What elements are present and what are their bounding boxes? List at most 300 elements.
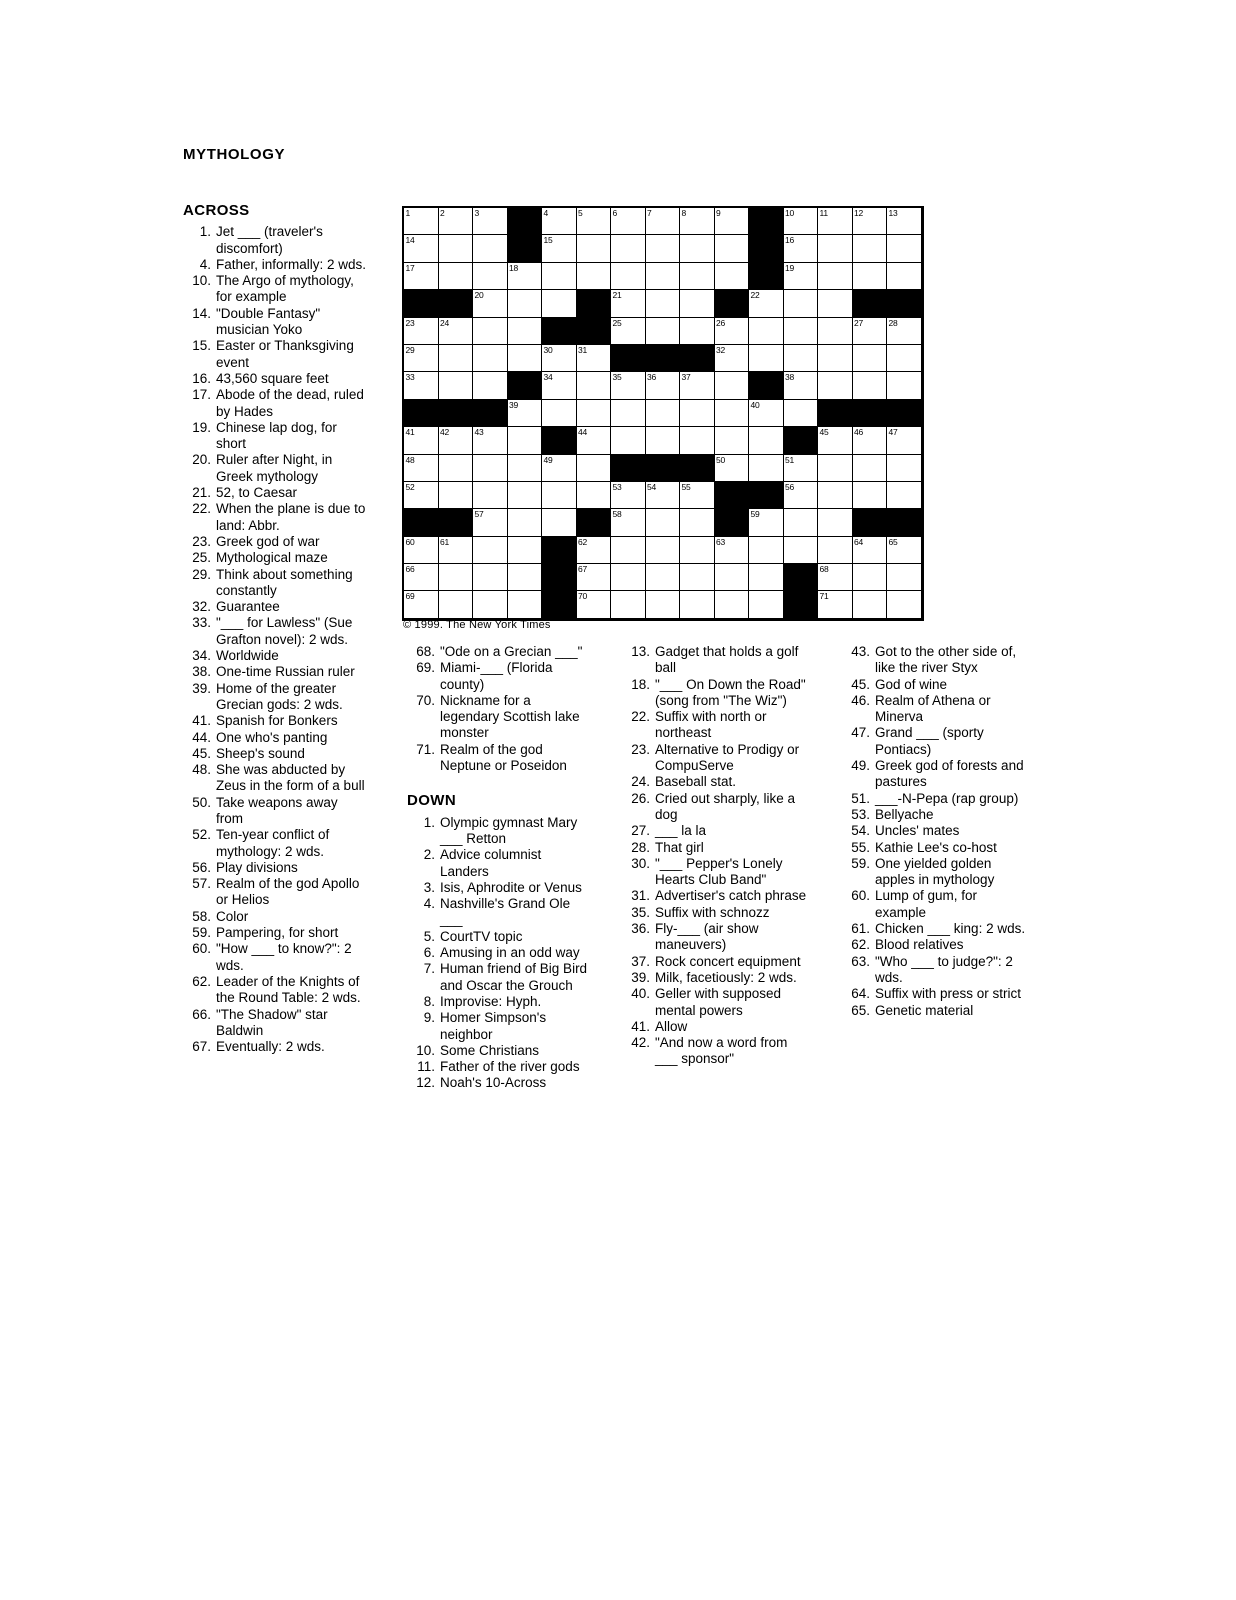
grid-cell[interactable] [784, 455, 819, 482]
cell-number: 7 [647, 208, 652, 218]
grid-cell[interactable] [508, 318, 543, 345]
grid-cell[interactable] [611, 591, 646, 618]
grid-cell[interactable] [887, 263, 922, 290]
cell-number: 49 [543, 454, 553, 465]
grid-cell[interactable] [853, 263, 888, 290]
cell-number: 64 [854, 536, 864, 547]
grid-cell[interactable] [715, 537, 750, 564]
crossword-grid [402, 206, 924, 621]
clue-text: Jet ___ (traveler's discomfort) [216, 224, 323, 256]
grid-cell[interactable] [542, 290, 577, 317]
grid-cell[interactable] [680, 235, 715, 262]
page-title: MYTHOLOGY [183, 146, 286, 163]
clue-number: 37. [631, 953, 650, 969]
grid-cell[interactable] [818, 427, 853, 454]
grid-cell[interactable] [404, 564, 439, 591]
clue-number: 36. [631, 921, 650, 937]
clue-item [622, 709, 830, 742]
grid-cell-black [439, 509, 474, 536]
grid-cell[interactable] [680, 591, 715, 618]
grid-cell[interactable] [749, 509, 784, 536]
grid-cell[interactable] [646, 208, 681, 235]
clue-item [842, 758, 1050, 791]
grid-cell[interactable] [473, 208, 508, 235]
grid-cell[interactable] [404, 318, 439, 345]
grid-cell[interactable] [508, 345, 543, 372]
clue-text: Pampering, for short [216, 925, 339, 941]
clue-item [407, 742, 607, 775]
clue-text: Eventually: 2 wds. [216, 1039, 325, 1055]
cell-number: 11 [819, 208, 828, 218]
grid-cell[interactable] [542, 235, 577, 262]
clue-item [842, 677, 1050, 693]
grid-cell[interactable] [611, 427, 646, 454]
clue-item [183, 371, 388, 387]
cell-number: 68 [819, 564, 829, 575]
clue-item [183, 762, 388, 795]
grid-cell[interactable] [473, 372, 508, 399]
grid-cell[interactable] [784, 290, 819, 317]
grid-cell-black [715, 482, 750, 509]
grid-cell[interactable] [818, 482, 853, 509]
grid-cell[interactable] [887, 564, 922, 591]
grid-cell[interactable] [853, 591, 888, 618]
cell-number: 70 [578, 591, 588, 602]
grid-cell[interactable] [715, 372, 750, 399]
grid-cell[interactable] [473, 591, 508, 618]
clue-text: Take weapons away from [216, 794, 338, 826]
cell-number: 55 [681, 481, 691, 492]
grid-cell[interactable] [784, 372, 819, 399]
grid-cell[interactable] [853, 455, 888, 482]
clue-item [842, 823, 1050, 839]
grid-cell[interactable] [473, 263, 508, 290]
grid-cell[interactable] [646, 482, 681, 509]
grid-cell[interactable] [715, 455, 750, 482]
grid-cell[interactable] [784, 400, 819, 427]
clue-number: 6. [423, 945, 435, 961]
grid-cell[interactable] [818, 345, 853, 372]
grid-cell[interactable] [680, 537, 715, 564]
grid-cell[interactable] [646, 235, 681, 262]
grid-cell[interactable] [784, 263, 819, 290]
grid-cell[interactable] [715, 345, 750, 372]
grid-cell[interactable] [818, 263, 853, 290]
grid-cell[interactable] [853, 345, 888, 372]
cell-number: 34 [543, 372, 553, 383]
grid-cell[interactable] [749, 290, 784, 317]
grid-cell[interactable] [646, 427, 681, 454]
cell-number: 12 [854, 208, 864, 218]
clue-number: 47. [851, 725, 870, 741]
grid-cell[interactable] [508, 509, 543, 536]
grid-cell[interactable] [646, 400, 681, 427]
grid-cell[interactable] [749, 400, 784, 427]
clue-column [407, 644, 607, 1092]
cell-number: 61 [440, 536, 450, 547]
grid-cell[interactable] [439, 318, 474, 345]
grid-cell[interactable] [784, 235, 819, 262]
grid-cell[interactable] [818, 455, 853, 482]
grid-cell[interactable] [887, 345, 922, 372]
grid-cell[interactable] [473, 318, 508, 345]
grid-cell[interactable] [404, 372, 439, 399]
grid-cell[interactable] [853, 427, 888, 454]
grid-cell[interactable] [473, 235, 508, 262]
cell-number: 71 [819, 591, 829, 602]
grid-cell[interactable] [680, 400, 715, 427]
cell-number: 2 [440, 208, 445, 218]
grid-cell[interactable] [680, 427, 715, 454]
clue-number: 52. [192, 827, 211, 843]
grid-cell[interactable] [473, 564, 508, 591]
grid-cell[interactable] [508, 400, 543, 427]
grid-cell[interactable] [784, 208, 819, 235]
grid-cell[interactable] [439, 208, 474, 235]
clue-number: 56. [192, 859, 211, 875]
clue-text: Father, informally: 2 wds. [216, 256, 367, 272]
clue-item [183, 664, 388, 680]
grid-cell[interactable] [473, 345, 508, 372]
clue-item [407, 1075, 607, 1091]
grid-cell[interactable] [611, 235, 646, 262]
grid-cell[interactable] [439, 591, 474, 618]
clue-item [842, 921, 1050, 937]
grid-cell[interactable] [749, 537, 784, 564]
grid-cell[interactable] [577, 263, 612, 290]
grid-cell[interactable] [577, 345, 612, 372]
grid-cell[interactable] [646, 290, 681, 317]
cell-number: 62 [578, 536, 588, 547]
clue-number: 51. [851, 790, 870, 806]
grid-cell[interactable] [473, 427, 508, 454]
clue-item [183, 909, 388, 925]
clue-item [622, 644, 830, 677]
clue-text: Home of the greater Grecian gods: 2 wds. [216, 680, 343, 712]
grid-cell[interactable] [404, 591, 439, 618]
grid-cell[interactable] [680, 318, 715, 345]
grid-cell[interactable] [542, 455, 577, 482]
grid-cell[interactable] [611, 318, 646, 345]
grid-cell[interactable] [439, 482, 474, 509]
clue-number: 62. [192, 973, 211, 989]
grid-cell[interactable] [611, 482, 646, 509]
grid-cell-black [611, 455, 646, 482]
grid-cell[interactable] [542, 482, 577, 509]
clue-number: 18. [631, 676, 650, 692]
grid-cell[interactable] [887, 318, 922, 345]
grid-cell[interactable] [404, 455, 439, 482]
grid-cell[interactable] [542, 509, 577, 536]
clue-number: 43. [851, 644, 870, 659]
grid-cell[interactable] [680, 564, 715, 591]
clue-number: 3. [423, 879, 435, 895]
clue-number: 2. [423, 847, 435, 863]
grid-cell[interactable] [577, 455, 612, 482]
grid-cell[interactable] [818, 591, 853, 618]
clue-item [183, 795, 388, 828]
grid-cell[interactable] [508, 537, 543, 564]
clue-text: ___-N-Pepa (rap group) [875, 790, 1019, 806]
grid-cell[interactable] [508, 482, 543, 509]
grid-cell[interactable] [749, 427, 784, 454]
clue-number: 38. [192, 664, 211, 680]
clue-item [183, 941, 388, 974]
grid-cell[interactable] [749, 564, 784, 591]
grid-cell[interactable] [508, 427, 543, 454]
clue-number: 20. [192, 452, 211, 468]
grid-cell[interactable] [611, 509, 646, 536]
grid-cell[interactable] [818, 537, 853, 564]
grid-cell-black [542, 537, 577, 564]
clue-text: "How ___ to know?": 2 wds. [216, 941, 352, 973]
grid-cell[interactable] [508, 455, 543, 482]
grid-cell[interactable] [577, 235, 612, 262]
grid-cell[interactable] [611, 564, 646, 591]
grid-cell[interactable] [404, 208, 439, 235]
grid-cell[interactable] [439, 564, 474, 591]
grid-cell[interactable] [439, 427, 474, 454]
grid-cell[interactable] [680, 482, 715, 509]
grid-cell-black [439, 290, 474, 317]
grid-cell[interactable] [784, 318, 819, 345]
clue-text: One-time Russian ruler [216, 664, 355, 680]
grid-cell[interactable] [749, 455, 784, 482]
grid-cell[interactable] [887, 455, 922, 482]
grid-cell[interactable] [611, 290, 646, 317]
grid-cell[interactable] [853, 372, 888, 399]
grid-cell-black [577, 290, 612, 317]
clue-item [183, 827, 388, 860]
grid-cell[interactable] [887, 427, 922, 454]
clue-text: When the plane is due to land: Abbr. [216, 501, 366, 533]
grid-cell[interactable] [715, 263, 750, 290]
grid-cell[interactable] [853, 318, 888, 345]
clue-text: Abode of the dead, ruled by Hades [216, 387, 364, 419]
cell-number: 50 [716, 454, 726, 465]
grid-cell[interactable] [508, 290, 543, 317]
clue-number: 21. [192, 485, 211, 501]
grid-cell[interactable] [749, 591, 784, 618]
grid-cell[interactable] [611, 208, 646, 235]
grid-cell[interactable] [887, 482, 922, 509]
clue-column [842, 644, 1050, 1019]
grid-cell[interactable] [715, 564, 750, 591]
cell-number: 67 [578, 564, 588, 575]
clue-text: Milk, facetiously: 2 wds. [655, 969, 797, 985]
cell-number: 57 [474, 509, 484, 520]
grid-cell[interactable] [853, 482, 888, 509]
clue-text: CourtTV topic [440, 928, 523, 944]
grid-cell[interactable] [577, 537, 612, 564]
grid-cell[interactable] [611, 537, 646, 564]
grid-cell[interactable] [439, 537, 474, 564]
grid-cell[interactable] [818, 564, 853, 591]
grid-cell[interactable] [784, 482, 819, 509]
grid-cell[interactable] [818, 290, 853, 317]
grid-cell-black [887, 290, 922, 317]
grid-cell[interactable] [542, 208, 577, 235]
grid-cell-black [749, 263, 784, 290]
grid-cell[interactable] [680, 263, 715, 290]
grid-cell[interactable] [818, 372, 853, 399]
clue-number: 25. [192, 550, 211, 566]
grid-cell[interactable] [404, 263, 439, 290]
grid-cell[interactable] [473, 482, 508, 509]
clue-number: 69. [416, 660, 435, 676]
clue-text: Nashville's Grand Ole ___ [440, 896, 571, 928]
clue-item [407, 847, 607, 880]
grid-cell[interactable] [646, 564, 681, 591]
grid-cell[interactable] [439, 263, 474, 290]
grid-cell-black [853, 400, 888, 427]
grid-cell[interactable] [887, 591, 922, 618]
grid-cell[interactable] [404, 235, 439, 262]
grid-cell[interactable] [887, 208, 922, 235]
cell-number: 42 [440, 427, 450, 438]
grid-cell[interactable] [680, 509, 715, 536]
clue-number: 58. [192, 908, 211, 924]
clue-text: "Ode on a Grecian ___" [440, 644, 583, 659]
cell-number: 40 [750, 399, 760, 410]
clue-item [622, 986, 830, 1019]
clue-item [183, 306, 388, 339]
grid-cell[interactable] [715, 400, 750, 427]
grid-cell[interactable] [577, 208, 612, 235]
grid-cell-black [749, 372, 784, 399]
grid-cell[interactable] [887, 537, 922, 564]
grid-cell[interactable] [473, 537, 508, 564]
grid-cell[interactable] [611, 400, 646, 427]
grid-cell[interactable] [818, 235, 853, 262]
clue-text: Worldwide [216, 648, 279, 664]
grid-cell[interactable] [611, 263, 646, 290]
clue-item [407, 815, 607, 848]
grid-cell[interactable] [887, 372, 922, 399]
clue-text: Rock concert equipment [655, 953, 801, 969]
grid-cell-black [508, 372, 543, 399]
grid-cell[interactable] [715, 318, 750, 345]
grid-cell[interactable] [646, 509, 681, 536]
grid-cell[interactable] [749, 345, 784, 372]
grid-cell[interactable] [818, 208, 853, 235]
clue-item [842, 791, 1050, 807]
clue-text: Play divisions [216, 859, 298, 875]
grid-cell[interactable] [646, 372, 681, 399]
grid-cell[interactable] [818, 318, 853, 345]
grid-cell[interactable] [439, 235, 474, 262]
grid-cell[interactable] [508, 564, 543, 591]
grid-cell[interactable] [404, 427, 439, 454]
grid-cell[interactable] [439, 372, 474, 399]
grid-cell[interactable] [577, 372, 612, 399]
cell-number: 24 [440, 317, 450, 328]
grid-cell[interactable] [818, 509, 853, 536]
grid-cell[interactable] [680, 208, 715, 235]
grid-cell[interactable] [680, 290, 715, 317]
grid-cell[interactable] [577, 482, 612, 509]
clue-item [183, 648, 388, 664]
grid-cell[interactable] [508, 591, 543, 618]
grid-cell[interactable] [611, 372, 646, 399]
clue-number: 45. [192, 745, 211, 761]
cell-number: 22 [750, 290, 760, 301]
grid-cell[interactable] [439, 455, 474, 482]
clue-item [622, 677, 830, 710]
grid-cell[interactable] [404, 482, 439, 509]
grid-cell[interactable] [577, 564, 612, 591]
clue-item [183, 876, 388, 909]
clue-number: 46. [851, 692, 870, 708]
clue-number: 66. [192, 1006, 211, 1022]
clue-text: Grand ___ (sporty Pontiacs) [875, 725, 984, 757]
grid-cell[interactable] [749, 318, 784, 345]
cell-number: 39 [509, 399, 519, 410]
grid-cell[interactable] [784, 345, 819, 372]
clue-text: "___ for Lawless" (Sue Grafton novel): 2 wds. [216, 615, 353, 647]
grid-cell-black [508, 235, 543, 262]
clue-column [183, 203, 388, 1055]
cell-number: 38 [785, 372, 795, 383]
grid-cell[interactable] [646, 263, 681, 290]
grid-cell[interactable] [542, 345, 577, 372]
cell-number: 33 [405, 372, 415, 383]
clue-text: Father of the river gods [440, 1059, 580, 1075]
grid-cell[interactable] [473, 509, 508, 536]
cell-number: 27 [854, 317, 864, 328]
grid-cell[interactable] [715, 208, 750, 235]
grid-cell-black [542, 564, 577, 591]
clue-item [622, 1035, 830, 1068]
grid-cell[interactable] [439, 345, 474, 372]
grid-cell[interactable] [508, 263, 543, 290]
grid-cell[interactable] [784, 509, 819, 536]
grid-cell[interactable] [473, 290, 508, 317]
grid-cell[interactable] [715, 591, 750, 618]
grid-cell[interactable] [680, 372, 715, 399]
grid-cell[interactable] [784, 537, 819, 564]
grid-cell[interactable] [473, 455, 508, 482]
grid-cell[interactable] [853, 537, 888, 564]
grid-cell[interactable] [542, 263, 577, 290]
grid-cell[interactable] [715, 427, 750, 454]
grid-cell[interactable] [646, 537, 681, 564]
grid-cell[interactable] [887, 235, 922, 262]
grid-cell[interactable] [853, 564, 888, 591]
grid-cell[interactable] [577, 427, 612, 454]
clue-text: Genetic material [875, 1002, 974, 1018]
grid-cell[interactable] [404, 537, 439, 564]
grid-cell[interactable] [646, 318, 681, 345]
clue-item [407, 644, 607, 660]
grid-cell[interactable] [542, 372, 577, 399]
grid-cell[interactable] [853, 208, 888, 235]
grid-cell[interactable] [542, 400, 577, 427]
grid-cell[interactable] [577, 400, 612, 427]
grid-cell[interactable] [577, 591, 612, 618]
cell-number: 66 [405, 564, 415, 575]
grid-cell[interactable] [853, 235, 888, 262]
grid-cell[interactable] [715, 235, 750, 262]
clue-item [183, 257, 388, 273]
grid-cell[interactable] [404, 345, 439, 372]
clue-text: Mythological maze [216, 550, 328, 566]
clue-text: Isis, Aphrodite or Venus [440, 879, 582, 895]
clue-number: 39. [631, 969, 650, 985]
clue-number: 60. [192, 941, 211, 957]
clue-item [622, 921, 830, 954]
grid-cell[interactable] [646, 591, 681, 618]
